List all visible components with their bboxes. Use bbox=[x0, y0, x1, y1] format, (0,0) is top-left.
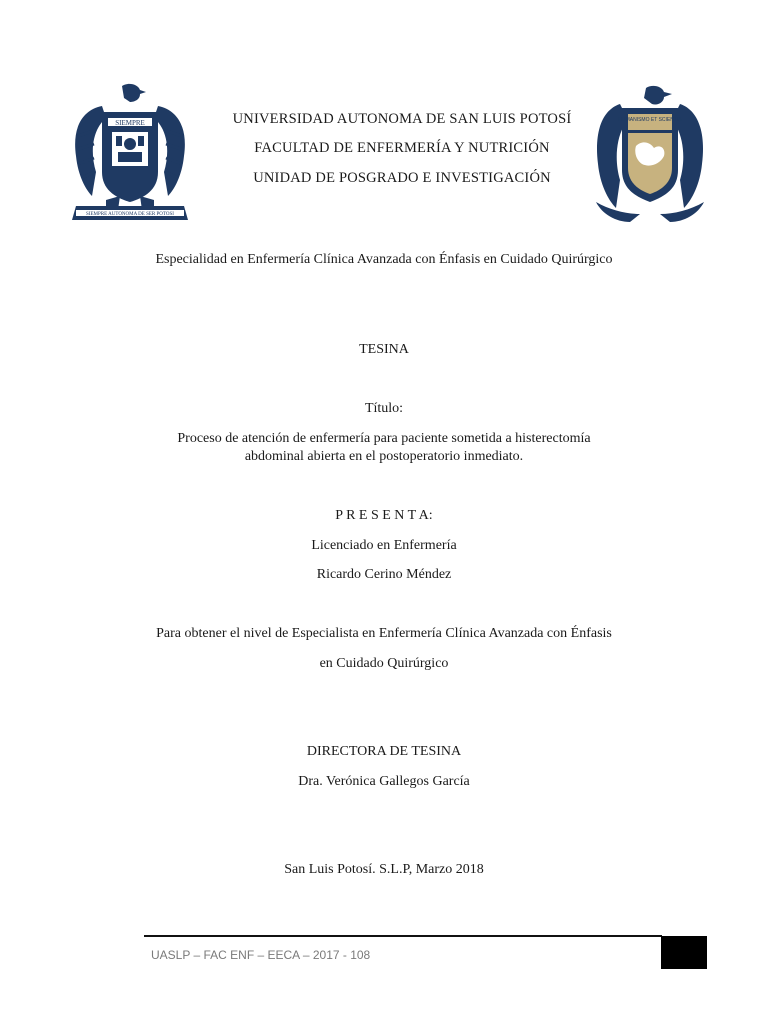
presenta-label: P R E S E N T A: bbox=[335, 508, 433, 523]
uaslp-eagle-seal-icon bbox=[62, 80, 198, 230]
specialty-line: Especialidad en Enfermería Clínica Avanzada con Énfasis en Cuidado Quirúrgico bbox=[155, 252, 613, 267]
presenter-degree: Licenciado en Enfermería bbox=[311, 538, 457, 553]
presenter-name: Ricardo Cerino Méndez bbox=[316, 567, 452, 582]
university-name: UNIVERSIDAD AUTONOMA DE SAN LUIS POTOSÍ bbox=[232, 111, 572, 127]
nursing-faculty-eagle-icon bbox=[590, 84, 710, 224]
document-type: TESINA bbox=[359, 342, 409, 357]
faculty-name: FACULTAD DE ENFERMERÍA Y NUTRICIÓN bbox=[254, 140, 550, 156]
place-date: San Luis Potosí. S.L.P, Marzo 2018 bbox=[284, 862, 484, 877]
purpose-line-2: en Cuidado Quirúrgico bbox=[319, 656, 449, 671]
purpose-line-1: Para obtener el nivel de Especialista en Enfermería Clínica Avanzada con Énfasis bbox=[156, 626, 612, 641]
footer-code: UASLP – FAC ENF – EECA – 2017 - 108 bbox=[151, 948, 371, 962]
title-line-1: Proceso de atención de enfermería para paciente sometida a histerectomía bbox=[177, 431, 591, 446]
seal-text-bottom: SIEMPRE AUTONOMA DE SER POTOSI bbox=[86, 212, 174, 217]
title-label: Título: bbox=[364, 401, 404, 416]
footer-page-box bbox=[661, 936, 707, 969]
unit-name: UNIDAD DE POSGRADO E INVESTIGACIÓN bbox=[253, 170, 551, 186]
motto-text: HUMANISMO ET SCIENTIA bbox=[618, 117, 682, 123]
director-label: DIRECTORA DE TESINA bbox=[306, 744, 462, 759]
seal-text-top: SIEMPRE bbox=[115, 119, 145, 127]
director-name: Dra. Verónica Gallegos García bbox=[298, 774, 470, 789]
footer-rule bbox=[144, 935, 662, 937]
title-line-2: abdominal abierta en el postoperatorio inmediato. bbox=[244, 449, 524, 464]
